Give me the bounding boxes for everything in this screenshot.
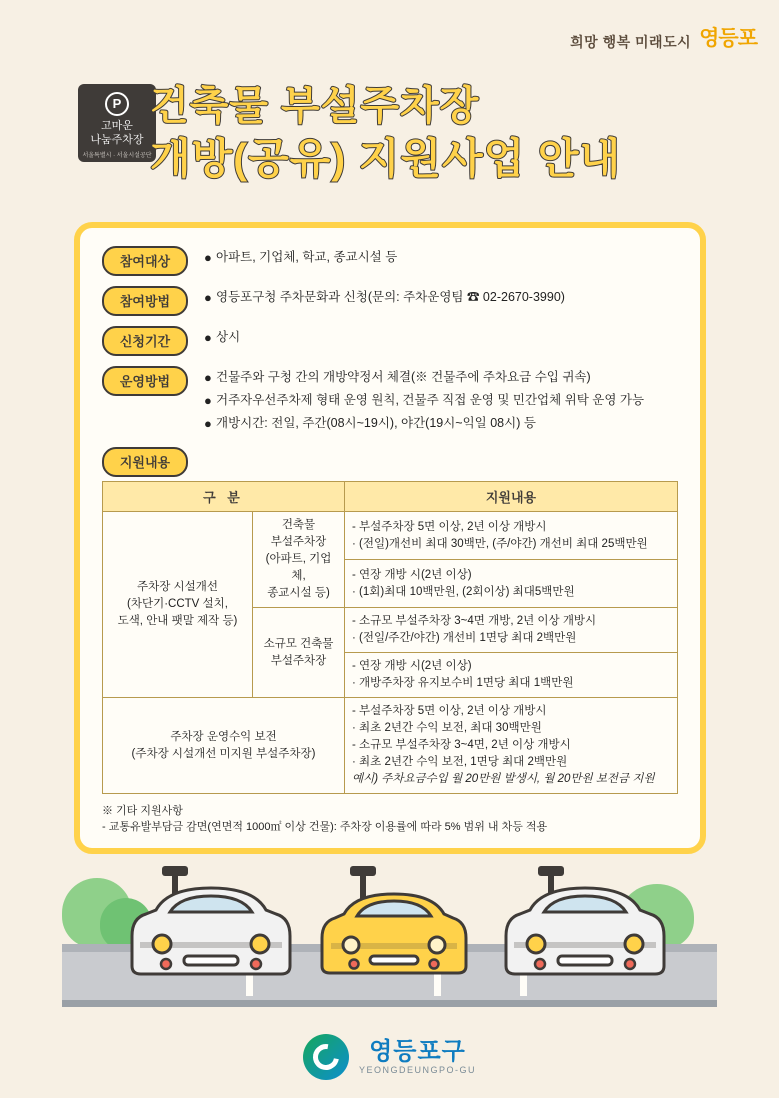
info-row-method [102, 286, 678, 316]
sign-plate [538, 866, 564, 876]
yeongdeungpo-logo-icon [303, 1034, 349, 1080]
info-panel [74, 222, 706, 854]
cell-detail: - 연장 개방 시(2년 이상) · 개방주차장 유지보수비 1면당 최대 1백만원 [345, 653, 678, 698]
cell-subcategory-building: 건축물 부설주차장 (아파트, 기업체, 종교시설 등) [253, 512, 345, 608]
list-item: ● 건물주와 구청 간의 개방약정서 체결(※ 건물주에 주차요금 수입 귀속) [204, 370, 591, 385]
footer-name-en: YEONGDEUNGPO-GU [358, 1065, 476, 1075]
extra-support-note [102, 803, 678, 835]
list-item: ● 개방시간: 전일, 주간(08시~19시), 야간(19시~익일 08시) 등 [204, 416, 536, 431]
car-white-left [126, 882, 296, 992]
nanum-parking-logo [78, 84, 156, 162]
label-support-content: 지원내용 [102, 447, 188, 477]
table-row [103, 512, 678, 560]
parking-p-icon: P [105, 92, 129, 116]
logo-line-1: 고마운 [101, 120, 133, 132]
table-header-category: 구 분 [103, 482, 345, 512]
info-row-operation [102, 366, 678, 437]
bullet-dot-icon: ● [204, 393, 212, 408]
list-item: ● 거주자우선주차제 형태 운영 원칙, 건물주 직접 운영 및 민간업체 위탁 운영 가능 [204, 393, 645, 408]
title-line-1: 건축물 부설주차장 [150, 84, 480, 128]
logo-line-3: 서울특별시 · 서울시설공단 [82, 153, 152, 159]
swirl-icon [308, 1039, 344, 1075]
table-header-support: 지원내용 [345, 482, 678, 512]
bullet-dot-icon: ● [204, 416, 212, 431]
bullet-dot-icon: ● [204, 370, 212, 385]
cell-category-facility: 주차장 시설개선 (차단기·CCTV 설치, 도색, 안내 팻말 제작 등) [103, 512, 253, 698]
logo-line-2: 나눔주차장 [90, 134, 144, 146]
table-header-row [103, 482, 678, 512]
title-line-2: 개방(공유) 지원사업 안내 [150, 135, 622, 182]
sign-plate [162, 866, 188, 876]
street-illustration [0, 840, 779, 1020]
label-participation-method: 참여방법 [102, 286, 188, 316]
footer [0, 1034, 779, 1080]
road-curb [62, 1000, 717, 1007]
cell-detail: - 연장 개방 시(2년 이상) · (1회)최대 10백만원, (2회이상) 최대5백만원 [345, 560, 678, 608]
list-item: ● 상시 [204, 330, 241, 345]
page-header [78, 80, 739, 192]
car-yellow-middle [318, 888, 470, 992]
support-table [102, 481, 678, 794]
note-line: - 교통유발부담금 감면(연면적 1000㎡ 이상 건물): 주차장 이용률에 따라 5% 범위 내 차등 적용 [102, 821, 548, 833]
info-row-period [102, 326, 678, 356]
list-item: ● 영등포구청 주차문화과 신청(문의: 주차운영팀 ☎ 02-2670-3990) [204, 290, 565, 305]
top-brand [570, 22, 757, 52]
label-operation-method: 운영방법 [102, 366, 188, 396]
table-row [103, 698, 678, 794]
cell-category-revenue: 주차장 운영수익 보전 (주차장 시설개선 미지원 부설주차장) [103, 698, 345, 794]
info-row-support [102, 447, 678, 477]
brand-slogan: 희망 행복 미래도시 [570, 34, 692, 50]
cell-detail: - 부설주차장 5면 이상, 2년 이상 개방시 · (전일)개선비 최대 30백만, (주/야간) 개선비 최대 25백만원 [345, 512, 678, 560]
car-white-right [500, 882, 670, 992]
bullet-dot-icon: ● [204, 250, 212, 265]
sign-plate [350, 866, 376, 876]
label-application-period: 신청기간 [102, 326, 188, 356]
info-row-target [102, 246, 678, 276]
bullet-dot-icon: ● [204, 290, 212, 305]
cell-detail: - 부설주차장 5면 이상, 2년 이상 개방시 · 최초 2년간 수익 보전, 최대 30백만원 - 소규모 부설주차장 3~4면, 2년 이상 개방시 · 최초 2년간 수익 보전, 1면당 최대 2백만원 예시) 주차요금수입 월 20만원 발생시, 월 20만원 보전금 지원 [345, 698, 678, 794]
page-title [150, 80, 621, 186]
list-item: ● 아파트, 기업체, 학교, 종교시설 등 [204, 250, 398, 265]
cell-detail: - 소규모 부설주차장 3~4면 개방, 2년 이상 개방시 · (전일/주간/야간) 개선비 1면당 최대 2백만원 [345, 608, 678, 653]
brand-district: 영등포 [699, 27, 757, 50]
note-title: ※ 기타 지원사항 [102, 805, 183, 817]
footer-name-kr: 영등포구 [369, 1038, 466, 1065]
label-participation-target: 참여대상 [102, 246, 188, 276]
cell-subcategory-small: 소규모 건축물 부설주차장 [253, 608, 345, 698]
bullet-dot-icon: ● [204, 330, 212, 345]
